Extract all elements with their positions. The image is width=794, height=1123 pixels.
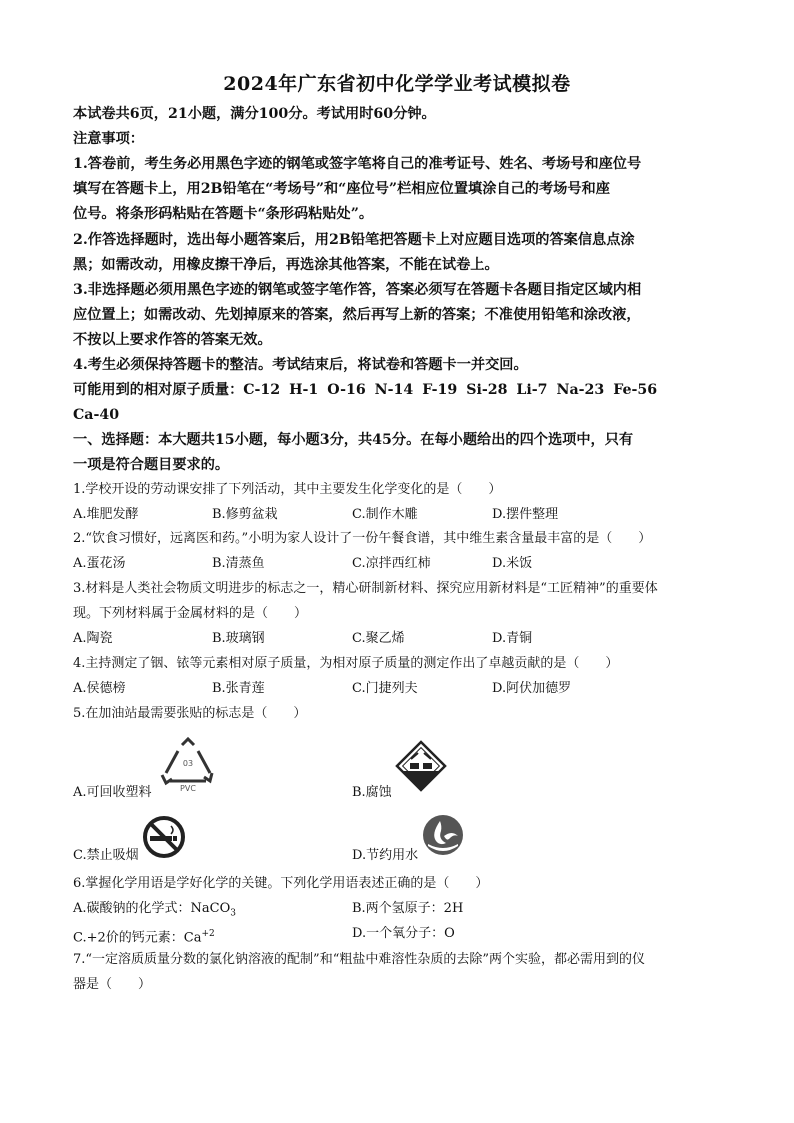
q3-option-c: C.聚乙烯 — [352, 631, 405, 646]
q3-option-d: D.青铜 — [492, 631, 533, 646]
notice-line: 填写在答题卡上，用2B铅笔在“考场号”和“座位号”栏相应位置填涂自己的考场号和座 — [73, 181, 610, 197]
q5-option-c: C.禁止吸烟 — [73, 848, 139, 863]
q3-option-a: A.陶瓷 — [73, 631, 113, 646]
q6-option-c: C.+2价的钙元素：$Ca^{+2}$ — [73, 929, 215, 946]
section-heading: 一、选择题：本大题共15小题，每小题3分，共45分。在每小题给出的四个选项中，只有 — [73, 432, 634, 448]
notice-line: 黑；如需改动，用橡皮擦干净后，再选涂其他答案，不能在试卷上。 — [73, 257, 499, 273]
question-4-stem: 4.主持测定了铟、铱等元素相对原子质量，为相对原子质量的测定作出了卓越贡献的是（ ） — [73, 656, 619, 671]
atomic-mass-line: 可能用到的相对原子质量：C-12 H-1 O-16 N-14 F-19 Si-28 Li-7 Na-23 Fe-56 — [73, 382, 658, 398]
notice-line: 位号。将条形码粘贴在答题卡“条形码粘贴处”。 — [73, 206, 374, 222]
recycle-icon — [158, 735, 218, 795]
notice-line: 3.非选择题必须用黑色字迹的钢笔或签字笔作答，答案必须写在答题卡各题目指定区域内相 — [73, 282, 642, 298]
q2-option-d: D.米饭 — [492, 556, 533, 571]
q5-option-b: B.腐蚀 — [352, 785, 392, 800]
q5-option-a: A.可回收塑料 — [73, 785, 152, 800]
question-5-stem: 5.在加油站最需要张贴的标志是（ ） — [73, 706, 307, 721]
atomic-mass-line: Ca-40 — [73, 407, 120, 423]
notice-line: 1.答卷前，考生务必用黑色字迹的钢笔或签字笔将自己的准考证号、姓名、考场号和座位号 — [73, 156, 642, 172]
question-7-stem: 器是（ ） — [73, 977, 152, 992]
question-1-stem: 1.学校开设的劳动课安排了下列活动，其中主要发生化学变化的是（ ） — [73, 482, 502, 497]
q4-option-a: A.侯德榜 — [73, 681, 126, 696]
question-2-stem: 2.“饮食习惯好，远离医和药。”小明为家人设计了一份午餐食谱，其中维生素含量最丰富的是（ ） — [73, 531, 652, 546]
q1-option-b: B.修剪盆栽 — [212, 507, 278, 522]
question-3-stem: 3.材料是人类社会物质文明进步的标志之一，精心研制新材料、探究应用新材料是“工匠精神”的重要体 — [73, 581, 658, 596]
exam-info: 本试卷共6页，21小题，满分100分。考试用时60分钟。 — [73, 106, 436, 122]
corrosive-icon — [392, 737, 450, 795]
q1-option-d: D.摆件整理 — [492, 507, 559, 522]
q6-option-d: D.一个氧分子：O — [352, 926, 455, 941]
water-saving-icon — [420, 812, 466, 858]
q1-option-c: C.制作木雕 — [352, 507, 418, 522]
q3-option-b: B.玻璃钢 — [212, 631, 265, 646]
q2-option-a: A.蛋花汤 — [73, 556, 126, 571]
q2-option-b: B.清蒸鱼 — [212, 556, 265, 571]
notice-line: 2.作答选择题时，选出每小题答案后，用2B铅笔把答题卡上对应题目选项的答案信息点涂 — [73, 232, 635, 248]
q1-option-a: A.堆肥发酵 — [73, 507, 139, 522]
notice-heading: 注意事项： — [73, 131, 144, 147]
q4-option-c: C.门捷列夫 — [352, 681, 418, 696]
notice-line: 应位置上；如需改动、先划掉原来的答案，然后再写上新的答案；不准使用铅笔和涂改液， — [73, 307, 641, 323]
question-3-stem: 现。下列材料属于金属材料的是（ ） — [73, 606, 308, 621]
q4-option-b: B.张青莲 — [212, 681, 265, 696]
q6-option-b: B.两个氢原子：2H — [352, 901, 464, 916]
question-6-stem: 6.掌握化学用语是学好化学的关键。下列化学用语表述正确的是（ ） — [73, 876, 489, 891]
recycle-label: PVC — [180, 784, 196, 793]
no-smoking-icon — [141, 814, 187, 860]
section-heading: 一项是符合题目要求的。 — [73, 457, 230, 473]
notice-line: 不按以上要求作答的答案无效。 — [73, 332, 272, 348]
page-title: 2024年广东省初中化学学业考试模拟卷 — [223, 73, 571, 95]
q6-option-a: A.碳酸钠的化学式：NaCO$_3$ — [73, 901, 236, 919]
q2-option-c: C.凉拌西红柿 — [352, 556, 431, 571]
notice-line: 4.考生必须保持答题卡的整洁。考试结束后，将试卷和答题卡一并交回。 — [73, 357, 528, 373]
recycle-code: 03 — [182, 759, 194, 768]
q4-option-d: D.阿伏加德罗 — [492, 681, 572, 696]
question-7-stem: 7.“一定溶质质量分数的氯化钠溶液的配制”和“粗盐中难溶性杂质的去除”两个实验，都必需用到的仪 — [73, 952, 645, 967]
q5-option-d: D.节约用水 — [352, 848, 419, 863]
